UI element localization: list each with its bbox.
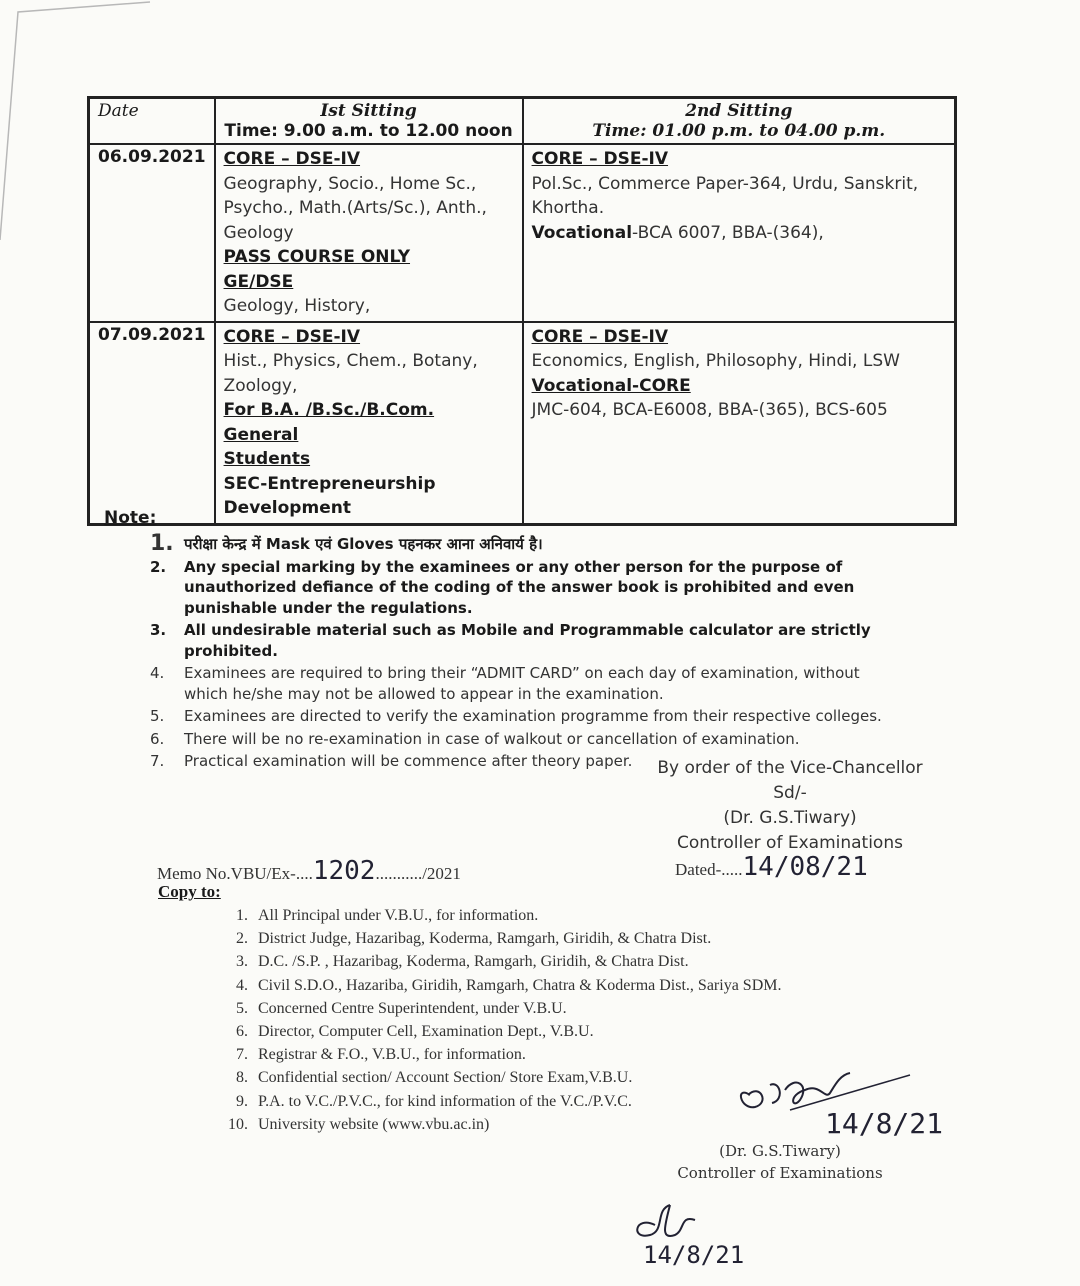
second-sitting-header: [523, 98, 956, 145]
cell-heading: CORE – DSE-IV: [223, 326, 361, 347]
copy-to-title: Copy to:: [158, 882, 221, 901]
cell-heading: CORE – DSE-IV: [531, 326, 669, 347]
cell-line: JMC-604, BCA-E6008, BBA-(365), BCS-605: [531, 400, 888, 420]
list-item: 8. Confidential section/ Account Section/ Store Exam,V.B.U.: [236, 1069, 633, 1087]
row-date: 07.09.2021: [89, 322, 215, 525]
footer-title: Controller of Examinations: [677, 1164, 883, 1182]
cell-heading: GE/DSE: [223, 271, 294, 292]
signatory-title: Controller of Examinations: [677, 833, 903, 853]
list-item: 3. All undesirable material such as Mobile and Programmable calculator are strictly prohibited.: [150, 621, 871, 660]
order-line: By order of the Vice-Chancellor: [657, 758, 923, 778]
first-sitting-time: Time: 9.00 a.m. to 12.00 noon: [224, 121, 513, 141]
cell-line: Khortha.: [531, 198, 605, 218]
second-sitting-cell: [523, 322, 956, 525]
list-item: 5. Examinees are directed to verify the examination programme from their respective colleges.: [150, 707, 882, 725]
handwritten-signature: [730, 1055, 944, 1145]
list-item: 7. Registrar & F.O., V.B.U., for information.: [236, 1046, 526, 1064]
list-item: 5. Concerned Centre Superintendent, under V.B.U.: [236, 999, 567, 1017]
cell-heading: CORE – DSE-IV: [223, 149, 361, 169]
memo-number: Memo No.VBU/Ex-....1202.........../2021: [157, 856, 461, 886]
cell-line: SEC-Entrepreneurship: [223, 473, 436, 494]
cell-line: Hist., Physics, Chem., Botany,: [223, 351, 478, 371]
table-header-row: [89, 98, 956, 145]
list-item: 7. Practical examination will be commence after theory paper.: [150, 752, 633, 770]
footer-name: (Dr. G.S.Tiwary): [719, 1142, 841, 1160]
list-item: 1. परीक्षा केन्द्र में Mask एवं Gloves पहनकर आना अनिवार्य है।: [150, 531, 543, 556]
first-sitting-title: Ist Sitting: [320, 101, 417, 121]
notes-list: [150, 531, 900, 774]
first-sitting-header: [215, 98, 523, 145]
vocational-papers: -BCA 6007, BBA-(364),: [632, 222, 824, 243]
footer-signature-block: [660, 1140, 900, 1184]
cell-heading: For B.A. /B.Sc./B.Com. General: [223, 400, 435, 445]
cell-line: Geology: [223, 222, 294, 243]
signatory-name: (Dr. G.S.Tiwary): [723, 808, 857, 828]
list-item: 6. There will be no re-examination in case of walkout or cancellation of examination.: [150, 729, 800, 748]
cell-heading: Students: [223, 449, 311, 469]
list-item: 9. P.A. to V.C./P.V.C., for kind information of the V.C./P.V.C.: [236, 1092, 632, 1110]
list-item: 4. Examinees are required to bring their “ADMIT CARD” on each day of examination, without which he/she may not be allowed to appear in the examination.: [150, 664, 860, 703]
table-row: [89, 144, 956, 322]
copy-to-list: [214, 904, 781, 1136]
list-item: 1. All Principal under V.B.U., for information.: [236, 907, 539, 924]
list-item: 2. Any special marking by the examinees or any other person for the purpose of unauthorized defiance of the coding of the answer book is prohibited and even punishable under the regulations.: [150, 557, 855, 617]
cell-line: Geology, History,: [223, 296, 371, 316]
cell-line: Zoology,: [223, 375, 298, 396]
cell-heading: CORE – DSE-IV: [531, 149, 669, 169]
handwritten-initial: [625, 1195, 785, 1270]
second-sitting-time: Time: 01.00 p.m. to 04.00 p.m.: [592, 121, 886, 141]
first-sitting-cell: [215, 322, 523, 525]
list-item: 3. D.C. /S.P. , Hazaribag, Koderma, Ramgarh, Giridih, & Chatra Dist.: [236, 953, 689, 971]
second-sitting-cell: [523, 144, 956, 322]
signature-date-text: 14/8/21: [825, 1107, 944, 1140]
list-item: 10. University website (www.vbu.ac.in): [228, 1115, 490, 1133]
cell-line: [532, 221, 946, 246]
signature-block: [640, 756, 940, 856]
row-date: 06.09.2021: [89, 144, 215, 322]
list-item: 2. District Judge, Hazaribag, Koderma, Ramgarh, Giridih, & Chatra Dist.: [236, 930, 712, 948]
date-header: Date: [89, 98, 215, 145]
first-sitting-cell: [215, 144, 523, 322]
cell-line: Geography, Socio., Home Sc.,: [223, 173, 477, 194]
list-item: 6. Director, Computer Cell, Examination Dept., V.B.U.: [236, 1023, 594, 1041]
initial-date-text: 14/8/21: [643, 1241, 745, 1269]
cell-line: Development: [223, 498, 351, 518]
table-row: [89, 322, 956, 525]
cell-line: Psycho., Math.(Arts/Sc.), Anth.,: [223, 198, 487, 218]
vocational-label: Vocational: [531, 222, 633, 243]
exam-schedule-table: [87, 96, 957, 526]
cell-heading: Vocational-CORE: [531, 375, 691, 396]
second-sitting-title: 2nd Sitting: [685, 101, 793, 121]
sd-line: Sd/-: [773, 783, 807, 803]
cell-line: Pol.Sc., Commerce Paper-364, Urdu, Sanskrit,: [531, 173, 919, 194]
cell-line: Economics, English, Philosophy, Hindi, LSW: [531, 351, 900, 371]
note-title: Note:: [104, 508, 157, 528]
memo-handwritten-number: 1202: [312, 856, 376, 886]
list-item: 4. Civil S.D.O., Hazariba, Giridih, Ramgarh, Chatra & Koderma Dist., Sariya SDM.: [236, 976, 782, 994]
dated-line: Dated-.....14/08/21: [675, 852, 868, 882]
dated-handwritten-value: 14/08/21: [742, 852, 868, 882]
cell-heading: PASS COURSE ONLY: [223, 247, 411, 267]
